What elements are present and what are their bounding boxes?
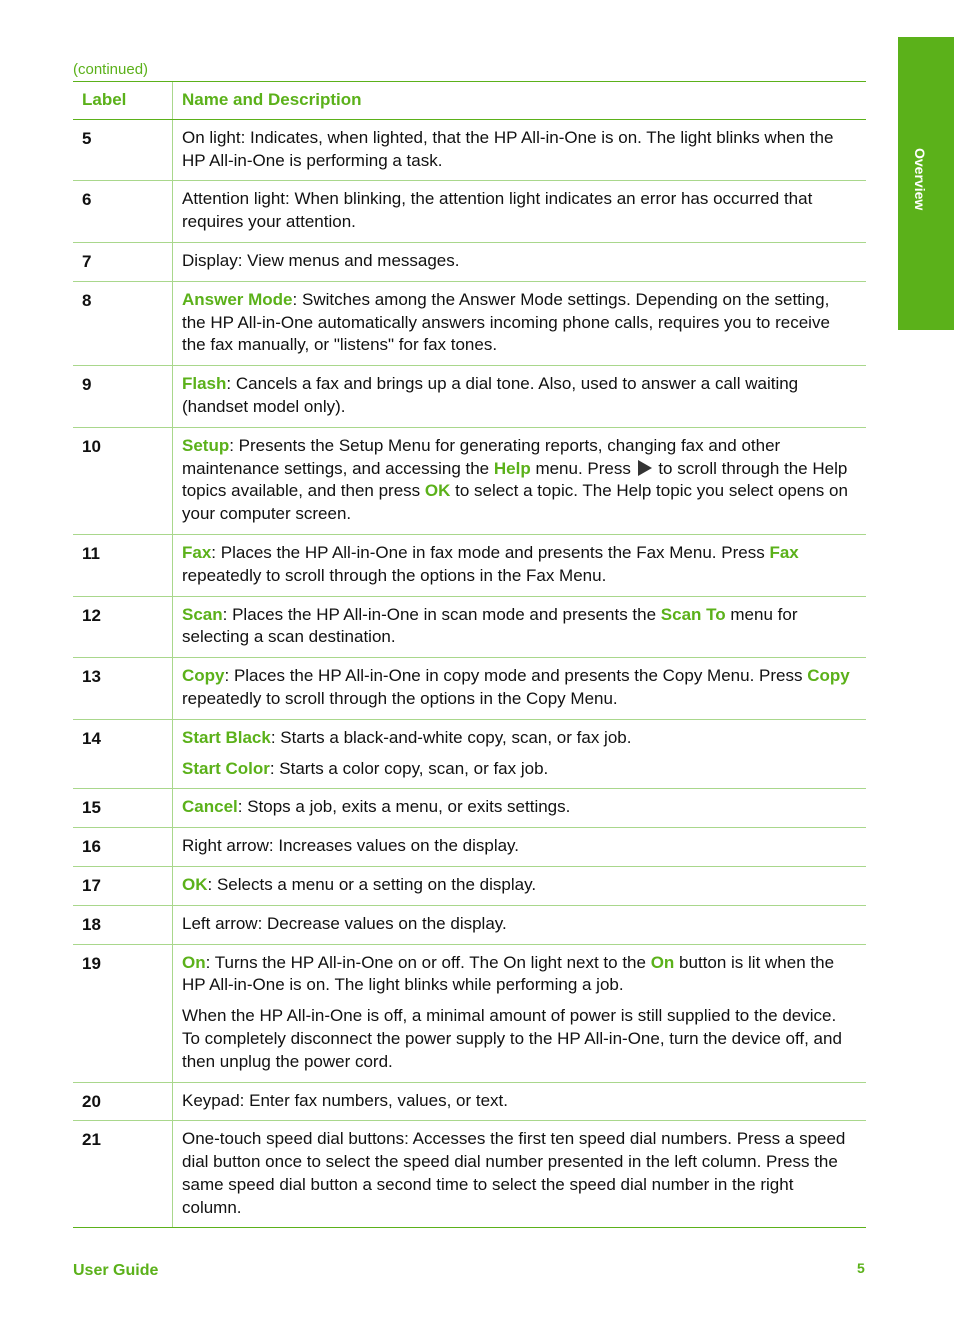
table-row [73,944,866,1082]
row-description: OK: Selects a menu or a setting on the display. [182,874,537,894]
row-label: 15 [73,789,173,827]
row-label: 7 [73,243,173,281]
table-row [73,242,866,281]
button-name: Copy [182,666,225,686]
row-label: 8 [73,282,173,365]
row-label: 13 [73,658,173,719]
button-name: Fax [769,542,799,562]
table-row [73,365,866,427]
row-label: 12 [73,597,173,658]
description-paragraph: On: Turns the HP All-in-One on or off. The On light next to the On button is lit when the HP All-in-One is on. The light blinks while performing a job. [182,952,835,995]
row-description: Cancel: Stops a job, exits a menu, or exits settings. [182,797,571,817]
button-name: On [650,952,675,972]
table-row [73,1120,866,1227]
table-row [73,905,866,944]
row-description: Display: View menus and messages. [182,250,460,270]
button-name: OK [182,874,208,894]
button-name: Flash [182,374,227,394]
button-name: Cancel [182,797,238,817]
button-name: OK [424,481,451,501]
row-label: 9 [73,366,173,427]
footer-title: User Guide [73,1262,159,1279]
row-label: 19 [73,945,173,1082]
row-description: Setup: Presents the Setup Menu for generating reports, changing fax and other maintenance settings, and accessing the Help menu. Press to scroll through the Help topics available, and then press OK to select a topic. The Help topic you select opens on your computer screen. [182,435,848,524]
table-row [73,180,866,242]
row-label: 17 [73,867,173,905]
row-description [173,720,866,789]
description-paragraph: When the HP All-in-One is off, a minimal amount of power is still supplied to the device. To completely disconnect the power supply to the HP All-in-One, turn the device off, and then unplug the power cord. [182,1006,842,1071]
right-triangle-icon [638,460,652,476]
row-label: 6 [73,181,173,242]
button-name: Start Black [182,727,271,747]
row-description: Answer Mode: Switches among the Answer Mode settings. Depending on the setting, the HP All-in-One automatically answers incoming phone calls, requires you to receive the fax manually, or "listens" for fax tones. [182,289,830,355]
table-row [73,719,866,789]
table-row [73,788,866,827]
row-description: Flash: Cancels a fax and brings up a dial tone. Also, used to answer a call waiting (handset model only). [182,374,799,416]
button-name: Fax [182,542,212,562]
table-row [73,596,866,658]
column-header-description: Name and Description [182,90,362,109]
button-name: Answer Mode [182,289,293,309]
table-row [73,657,866,719]
button-name: Copy [807,666,850,686]
column-header-label: Label [73,82,173,119]
row-description: Keypad: Enter fax numbers, values, or text. [182,1090,508,1110]
table-row [73,1082,866,1121]
row-description: Fax: Places the HP All-in-One in fax mode and presents the Fax Menu. Press Fax repeatedly to scroll through the options in the Fax Menu. [182,542,799,585]
row-description: On light: Indicates, when lighted, that the HP All-in-One is on. The light blinks when the HP All-in-One is performing a task. [182,127,834,170]
description-table [73,81,866,1228]
button-name: On [182,952,206,972]
row-description: Right arrow: Increases values on the display. [182,836,520,856]
table-row [73,427,866,534]
button-name: Help [493,458,531,478]
row-label: 5 [73,120,173,181]
button-name: Start Color [182,758,270,778]
row-label: 11 [73,535,173,596]
row-label: 20 [73,1083,173,1121]
row-label: 10 [73,428,173,534]
table-row [73,281,866,365]
row-label: 18 [73,906,173,944]
row-description: One-touch speed dial buttons: Accesses the first ten speed dial numbers. Press a speed dial button once to select the speed dial number presented in the left column. Press the same speed dial button a second time to select the speed dial number in the right column. [182,1129,846,1217]
description-paragraph: Start Black: Starts a black-and-white copy, scan, or fax job. [182,727,632,747]
row-description [173,945,866,1082]
row-description: Attention light: When blinking, the attention light indicates an error has occurred that requires your attention. [182,189,813,232]
description-paragraph: Start Color: Starts a color copy, scan, or fax job. [182,758,549,778]
page-number: 5 [857,1260,865,1276]
row-description: Copy: Places the HP All-in-One in copy mode and presents the Copy Menu. Press Copy repeatedly to scroll through the options in the Copy Menu. [182,666,850,708]
row-description: Scan: Places the HP All-in-One in scan mode and presents the Scan To menu for selecting a scan destination. [182,604,798,647]
row-description: Left arrow: Decrease values on the display. [182,913,507,933]
table-row [73,120,866,181]
button-name: Scan [182,604,223,624]
row-label: 21 [73,1121,173,1227]
section-tab-label: Overview [912,148,928,211]
row-label: 16 [73,828,173,866]
table-header-row [73,82,866,120]
button-name: Setup [182,435,230,455]
button-name: Scan To [660,604,726,624]
continued-note: (continued) [73,61,149,78]
row-label: 14 [73,720,173,789]
table-row [73,866,866,905]
table-row [73,534,866,596]
table-row [73,827,866,866]
